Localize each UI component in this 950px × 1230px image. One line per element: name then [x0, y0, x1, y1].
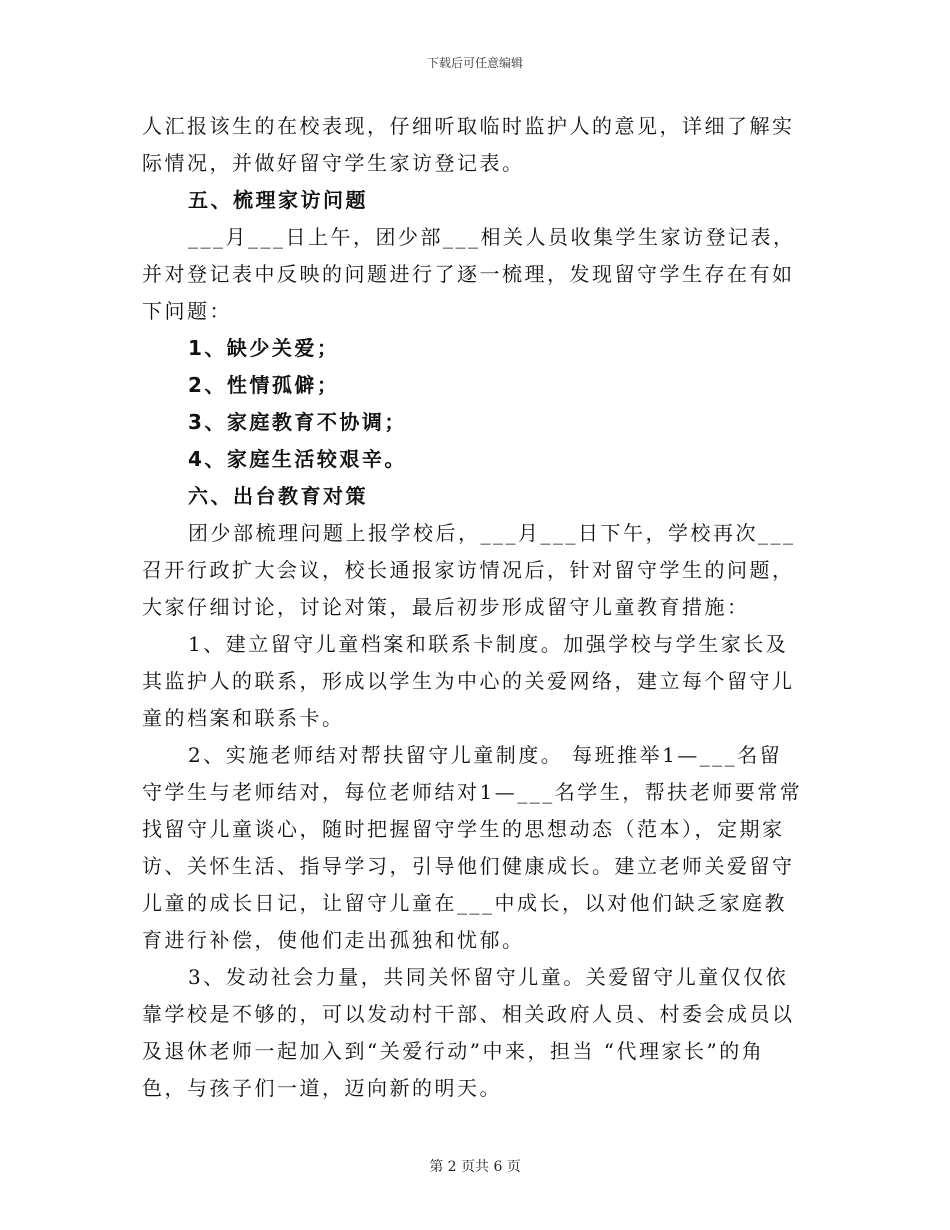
paragraph-review: ___月___日上午，团少部___相关人员收集学生家访登记表，并对登记表中反映的问题进行了逐一梳理，发现留守学生存在有如下问题：	[142, 225, 796, 323]
page-footer: 第 2 页共 6 页	[429, 1159, 521, 1175]
problem-item-2: 2、性情孤僻；	[188, 373, 340, 397]
problem-item-4: 4、家庭生活较艰辛。	[188, 447, 407, 471]
problem-item-1: 1、缺少关爱；	[188, 336, 340, 360]
measure-item-2: 2、实施老师结对帮扶留守儿童制度。 每班推举1—___名留守学生与老师结对，每位老师结对1—___名学生，帮扶老师要常常找留守儿童谈心，随时把握留守学生的思想动态（范本），定期家访、关怀生活、指导学习，引导他们健康成长。建立老师关爱留守儿童的成长日记，让留守儿童在___中成长，以对他们缺乏家庭教育进行补偿，使他们走出孤独和忧郁。	[142, 743, 803, 952]
page-header: 下载后可任意编辑	[426, 56, 523, 70]
measure-item-3: 3、发动社会力量，共同关怀留守儿童。关爱留守儿童仅仅依靠学校是不够的，可以发动村干部、相关政府人员、村委会成员以及退休老师一起加入到“关爱行动”中来，担当 “代理家长”的角色，与孩子们一道，迈向新的明天。	[142, 965, 795, 1100]
document-body	[142, 108, 804, 1107]
section-heading-6: 六、出台教育对策	[188, 484, 368, 508]
paragraph-meeting: 团少部梳理问题上报学校后，___月___日下午，学校再次___召开行政扩大会议，校长通报家访情况后，针对留守学生的问题，大家仔细讨论，讨论对策，最后初步形成留守儿童教育措施：	[142, 521, 796, 619]
section-heading-5: 五、梳理家访问题	[188, 188, 368, 212]
measure-item-1: 1、建立留守儿童档案和联系卡制度。加强学校与学生家长及其监护人的联系，形成以学生为中心的关爱网络，建立每个留守儿童的档案和联系卡。	[142, 632, 795, 730]
paragraph-continuation: 人汇报该生的在校表现，仔细听取临时监护人的意见，详细了解实际情况，并做好留守学生家访登记表。	[142, 114, 795, 175]
problem-item-3: 3、家庭教育不协调；	[188, 410, 407, 434]
